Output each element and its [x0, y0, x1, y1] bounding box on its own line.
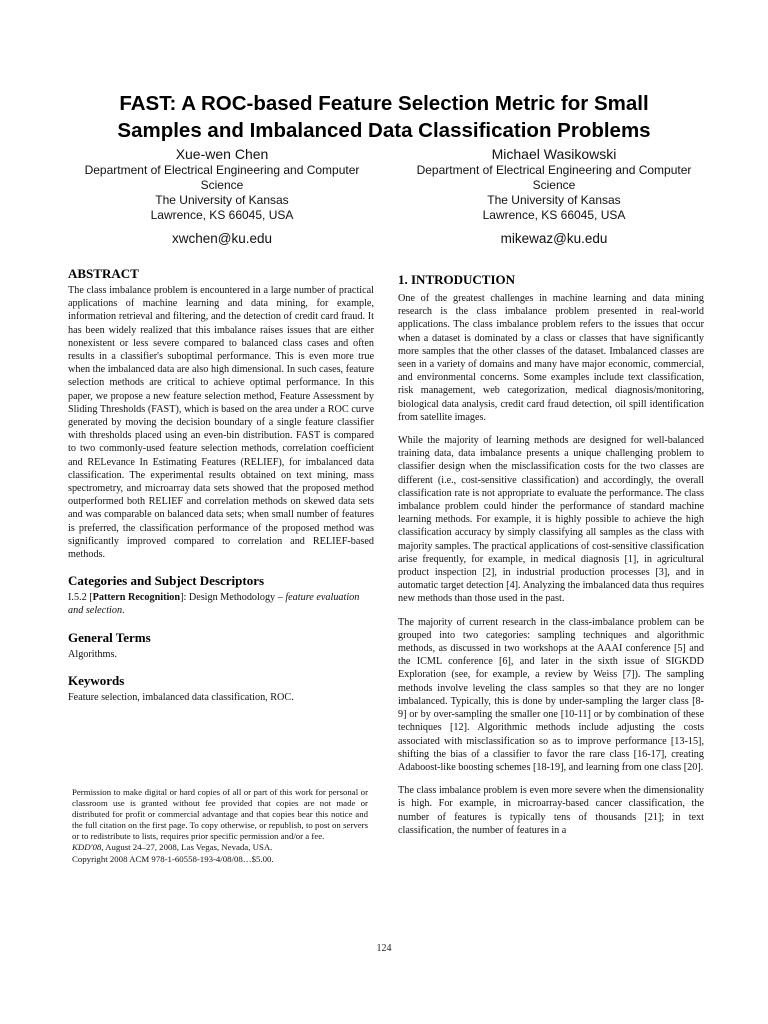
author-university: The University of Kansas	[487, 193, 621, 207]
introduction-heading: 1. INTRODUCTION	[398, 272, 516, 287]
category-code: I.5.2 [	[68, 592, 93, 604]
left-column	[68, 266, 374, 704]
author-name: Michael Wasikowski	[491, 146, 617, 162]
author-department-cont: Science	[200, 178, 244, 192]
keywords-text: Feature selection, imbalanced data classification, ROC.	[68, 691, 294, 703]
general-terms-heading: General Terms	[68, 629, 151, 645]
permission-notice	[72, 787, 368, 865]
author-email: xwchen@ku.edu	[171, 231, 272, 246]
title-line-1: FAST: A ROC-based Feature Selection Metric for Small	[119, 92, 649, 115]
general-terms-text: Algorithms.	[68, 648, 117, 660]
paper-title	[40, 90, 728, 144]
categories-heading: Categories and Subject Descriptors	[68, 573, 265, 589]
introduction-section	[398, 272, 704, 837]
author-department-cont: Science	[532, 178, 576, 192]
intro-paragraph: The class imbalance problem is even more severe when the dimensionality is high. For example, in microarray-based cancer classification, the number of features is typically tens of thousands [21]; in text classification, the number of features in a	[398, 785, 704, 836]
author-block-2	[394, 146, 714, 247]
intro-paragraph: The majority of current research in the class-imbalance problem can be grouped into two categories: sampling techniques and algorithmic methods, as discussed in two workshops at the AAAI conference [5] and the ICML conference [6], and later in the sixth issue of SIGKDD Exploration (see, for example, a review by Weiss [7]). The sampling methods involve leveling the class samples so that they are no longer imbalanced. Typically, this is done by under-sampling the larger class [8-9] or by over-sampling the smaller one [10-11] or by combination of these techniques [12]. Algorithmic methods include adjusting the costs associated with misclassification so as to improve performance [13-15], shifting the bias of a classifier to favor the rare class [16-17], creating Adaboost-like boosting schemes [18-19], and learning from one class [20].	[398, 616, 704, 773]
category-name: Pattern Recognition	[92, 592, 181, 604]
author-department: Department of Electrical Engineering and Computer	[416, 163, 692, 177]
keywords-heading: Keywords	[68, 672, 125, 688]
author-block-1	[62, 146, 382, 247]
author-name: Xue-wen Chen	[175, 146, 269, 162]
conference-name: KDD'08	[72, 842, 102, 853]
author-department: Department of Electrical Engineering and Computer	[84, 163, 360, 177]
category-sub: ]: Design Methodology –	[180, 592, 286, 604]
author-location: Lawrence, KS 66045, USA	[150, 208, 294, 222]
categories-section	[68, 573, 374, 617]
page-number: 124	[376, 943, 392, 954]
category-topic: feature evaluation and selection	[68, 592, 360, 617]
conference-line	[72, 842, 368, 853]
title-line-2: Samples and Imbalanced Data Classification Problems	[117, 119, 651, 142]
abstract-section	[68, 266, 374, 561]
category-end: .	[122, 605, 125, 617]
author-university: The University of Kansas	[155, 193, 289, 207]
author-email: mikewaz@ku.edu	[500, 231, 608, 246]
intro-paragraph: One of the greatest challenges in machine learning and data mining research is the class imbalance problem presented in real-world applications. The class imbalance problem refers to the issues that occur when a dataset is dominated by a class or classes that have significantly more samples that the other classes of the dataset. Imbalanced classes are seen in a variety of domains and many have major economic, commercial, and environmental concerns. Some examples include text classification, risk management, web categorization, medical diagnosis/monitoring, biological data analysis, credit card fraud detection, oil spill identification from satellite images.	[398, 293, 704, 423]
intro-paragraph: While the majority of learning methods are designed for well-balanced training data, data imbalance presents a unique challenging problem to classifier design when the misclassification costs for the two classes are different (i.e., cost-sensitive classification) and accordingly, the overall classification rate is not appropriate to evaluate the performance. The class imbalance problem could hinder the performance of standard machine learning methods. For example, it is highly possible to achieve the high classification accuracy by simply classifying all samples as the class with majority samples. The practical applications of cost-sensitive classification arise frequently, for example, in medical diagnosis [1], in agricultural product inspection [2], in industrial production processes [3], and in automatic target detection [4]. Analyzing the imbalanced data thus requires new methods than those used in the past.	[398, 435, 704, 605]
categories-text	[68, 591, 374, 617]
permission-text: Permission to make digital or hard copies of all or part of this work for personal or classroom use is granted without fee provided that copies are not made or distributed for profit or commercial advantage and that copies bear this notice and the full citation on the first page. To copy otherwise, or republish, to post on servers or to redistribute to lists, requires prior specific permission and/or a fee.	[72, 787, 368, 842]
general-terms-section	[68, 630, 374, 661]
keywords-section	[68, 673, 374, 704]
author-location: Lawrence, KS 66045, USA	[482, 208, 626, 222]
abstract-text: The class imbalance problem is encountered in a large number of practical applications of machine learning and data mining, for example, information retrieval and filtering, and the detection of credit card fraud. It has been widely realized that this imbalance raises issues that are either nonexistent or less severe compared to balanced class cases and often results in a classifier's suboptimal performance. This is even more true when the imbalanced data are also high dimensional. In such cases, feature selection methods are critical to achieve optimal performance. In this paper, we propose a new feature selection method, Feature Assessment by Sliding Thresholds (FAST), which is based on the area under a ROC curve generated by moving the decision boundary of a single feature classifier with thresholds placed using an even-bin distribution. FAST is compared to two commonly-used feature selection methods, correlation coefficient and RELevance In Estimating Features (RELIEF), for imbalanced data classification. The experimental results obtained on text mining, mass spectrometry, and microarray data sets showed that the proposed method outperformed both RELIEF and correlation methods on skewed data sets and was comparable on balanced data sets; when small number of features is preferred, the classification performance of the proposed method was significantly improved compared to correlation and RELIEF-based methods.	[68, 285, 374, 561]
copyright-line: Copyright 2008 ACM 978-1-60558-193-4/08/08…$5.00.	[72, 853, 274, 864]
conference-details: , August 24–27, 2008, Las Vegas, Nevada, USA.	[101, 842, 273, 853]
right-column	[398, 272, 704, 847]
abstract-heading: ABSTRACT	[68, 266, 139, 281]
